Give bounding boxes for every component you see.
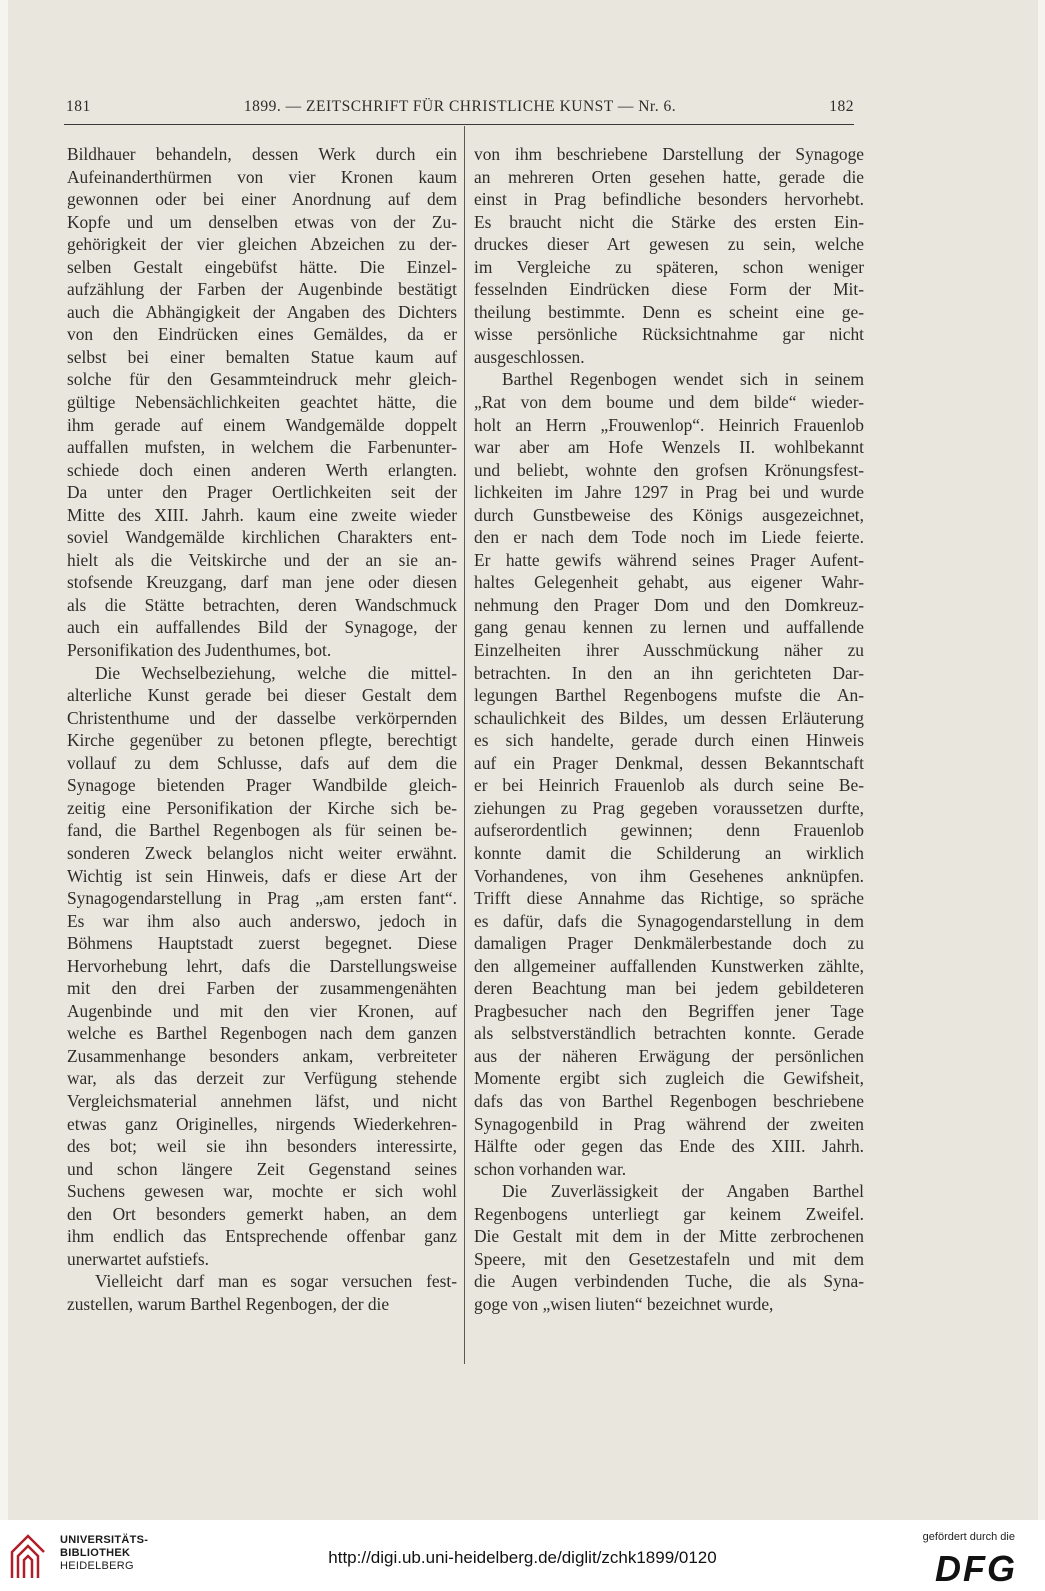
- text-line: er bei Heinrich Frauenlob als durch seine Be-: [474, 775, 864, 796]
- text-line: nehmung den Prager Dom und den Domkreuz-: [474, 594, 864, 615]
- text-line: sonderen Zweck belanglos nicht weiter erwähnt.: [67, 842, 457, 863]
- text-line: Die Zuverlässigkeit der Angaben Barthel: [502, 1181, 864, 1202]
- text-line: theilung bestimmte. Denn es scheint eine ge-: [474, 301, 864, 322]
- text-line: druckes dieser Art gewesen zu sein, welche: [474, 234, 864, 255]
- text-line: solche für den Gesammteindruck mehr gleich-: [67, 369, 457, 390]
- text-line: Einzelheiten ihrer Ausschmückung näher zu: [474, 640, 864, 661]
- text-line: dafs das von Barthel Regenbogen beschriebene: [474, 1090, 864, 1111]
- running-header: [66, 98, 854, 122]
- text-line: fesselnden Eindrücken diese Form der Mit-: [474, 279, 864, 300]
- text-line: den Ort besonders gemerkt haben, an dem: [67, 1203, 457, 1224]
- text-line: auf ein Prager Denkmal, dessen Bekanntschaft: [474, 752, 864, 773]
- text-line: war, als das derzeit zur Verfügung stehende: [67, 1068, 457, 1089]
- text-line: hielt als die Veitskirche und der an sie an-: [67, 549, 457, 570]
- text-line: Kirche gegenüber zu betonen pflegte, berechtigt: [67, 730, 457, 751]
- text-line: und beliebt, wohnte den grofsen Krönungsfest-: [474, 459, 864, 480]
- library-name-line1: UNIVERSITÄTS-: [60, 1534, 149, 1546]
- text-line: Augenbinde und mit den vier Kronen, auf: [67, 1000, 457, 1021]
- text-line: auffallen mufsten, in welchem die Farbenunter-: [67, 437, 457, 458]
- text-line: im Vergleiche zu späteren, schon weniger: [474, 256, 864, 277]
- text-line: schaulichkeit des Bildes, um dessen Erläuterung: [474, 707, 864, 728]
- text-line: Er hatte gewifs während seines Prager Aufent-: [474, 549, 864, 570]
- text-line: haltes Gelegenheit gehabt, aus eigener Wahr-: [474, 572, 864, 593]
- text-line: betrachten. In den an ihn gerichteten Dar-: [474, 662, 864, 683]
- text-line: Wichtig ist sein Hinweis, dafs er diese Art der: [67, 865, 457, 886]
- text-line: Regenbogens unterliegt gar keinem Zweifel.: [474, 1203, 864, 1224]
- text-line: ausgeschlossen.: [474, 346, 585, 367]
- text-line: mit den drei Farben der zusammengenähten: [67, 978, 457, 999]
- text-line: welche es Barthel Regenbogen nach dem ganzen: [67, 1023, 457, 1044]
- dfg-logo: DFG: [935, 1548, 1017, 1589]
- text-line: des bot; weil sie ihn besonders interessirte,: [67, 1136, 457, 1157]
- left-column: [67, 143, 457, 1315]
- text-line: goge von „wisen liuten“ bezeichnet wurde,: [474, 1293, 774, 1314]
- text-line: Es war ihm also auch anderswo, jedoch in: [67, 910, 457, 931]
- page-number-right: 182: [829, 98, 854, 115]
- text-line: Aufeinanderthürmen von vier Kronen kaum: [67, 166, 457, 187]
- text-line: Barthel Regenbogen wendet sich in seinem: [502, 369, 864, 390]
- text-line: selben Gestalt eingebüfst hätte. Die Einzel-: [67, 256, 457, 277]
- text-line: konnte damit die Schilderung an wirklich: [474, 842, 864, 863]
- text-line: unerwartet aufstiefs.: [67, 1248, 209, 1269]
- library-name-line3: HEIDELBERG: [60, 1560, 134, 1572]
- text-line: auch ein auffallendes Bild der Synagoge, der: [67, 617, 457, 638]
- text-line: lichkeiten im Jahre 1297 in Prag bei und wurde: [474, 482, 864, 503]
- text-line: Trifft diese Annahme das Richtige, so spräche: [474, 888, 864, 909]
- page-number-left: 181: [66, 98, 91, 115]
- text-line: schon vorhanden war.: [474, 1158, 627, 1179]
- text-line: Suchens gewesen war, mochte er sich wohl: [67, 1181, 457, 1202]
- text-line: gang genau kennen zu lernen und auffallende: [474, 617, 864, 638]
- text-line: schiede doch einen anderen Werth erlangten.: [67, 459, 457, 480]
- text-line: und schon längere Zeit Gegenstand seines: [67, 1158, 457, 1179]
- text-line: Vergleichsmaterial annehmen läfst, und nicht: [67, 1090, 457, 1111]
- text-line: Christenthume und der dasselbe verkörpernden: [67, 707, 457, 728]
- text-line: durch Gunstbeweise des Königs ausgezeichnet,: [474, 504, 864, 525]
- text-line: von den Eindrücken eines Gemäldes, da er: [67, 324, 457, 345]
- text-line: Hervorhebung lehrt, dafs die Darstellungsweise: [67, 955, 457, 976]
- text-line: Mitte des XIII. Jahrh. kaum eine zweite wieder: [67, 504, 457, 525]
- source-url-link[interactable]: http://digi.ub.uni-heidelberg.de/diglit/zchk1899/0120: [328, 1548, 717, 1567]
- text-line: soviel Wandgemälde kirchlichen Charakters ent-: [67, 527, 457, 548]
- text-line: als selbstverständlich betrachten konnte. Gerade: [474, 1023, 864, 1044]
- text-line: Vorhandenes, von ihm Gesehenes anknüpfen.: [474, 865, 864, 886]
- text-line: von ihm beschriebene Darstellung der Synagoge: [474, 144, 864, 164]
- text-line: Pragbesucher nach den Begriffen jener Tage: [474, 1000, 864, 1021]
- library-footer: [0, 1520, 1045, 1591]
- text-line: Böhmens Hauptstadt zuerst begegnet. Diese: [67, 933, 457, 954]
- library-name-line2: BIBLIOTHEK: [60, 1547, 131, 1559]
- text-line: die Augen verbindenden Tuche, die als Syna-: [474, 1271, 864, 1292]
- text-line: Da unter den Prager Oertlichkeiten seit der: [67, 482, 457, 503]
- text-line: war aber am Hofe Wenzels II. wohlbekannt: [474, 437, 864, 458]
- header-rule: [64, 124, 854, 125]
- text-line: gehörigkeit der vier gleichen Abzeichen zu der-: [67, 234, 457, 255]
- text-line: legungen Barthel Regenbogens mufste die An-: [474, 685, 864, 706]
- text-line: Synagogendarstellung in Prag „am ersten fant“.: [67, 888, 457, 909]
- text-line: etwas ganz Originelles, nirgends Wiederkehren-: [67, 1113, 457, 1134]
- text-line: deren Beachtung man bei jedem gebildeteren: [474, 978, 864, 999]
- text-line: selbst bei einer bemalten Statue kaum auf: [67, 346, 457, 367]
- text-line: vollauf zu dem Schlusse, dafs auf dem die: [67, 752, 457, 773]
- text-line: Kopfe und um denselben etwas von der Zu-: [67, 211, 457, 232]
- text-line: gültige Nebensächlichkeiten geachtet hätte, die: [67, 392, 457, 413]
- text-line: Zusammenhange besonders ankam, verbreiteter: [67, 1045, 457, 1066]
- text-line: auch die Abhängigkeit der Angaben des Dichters: [67, 301, 457, 322]
- text-line: es dafür, dafs die Synagogendarstellung in dem: [474, 910, 864, 931]
- text-line: aufzählung der Farben der Augenbinde bestätigt: [67, 279, 457, 300]
- text-line: gewonnen oder bei einer Anordnung auf dem: [67, 189, 457, 210]
- text-line: zeitig eine Personifikation der Kirche sich be-: [67, 797, 457, 818]
- text-line: fand, die Barthel Regenbogen als für seinen be-: [67, 820, 457, 841]
- text-line: Personifikation des Judenthumes, bot.: [67, 640, 332, 661]
- text-line: alterliche Kunst gerade bei dieser Gestalt dem: [67, 685, 457, 706]
- text-line: an mehreren Orten gesehen hatte, gerade die: [474, 166, 864, 187]
- text-line: damaligen Prager Denkmälerbestande doch zu: [474, 933, 864, 954]
- text-line: Speere, mit den Gesetzestafeln und mit dem: [474, 1248, 864, 1269]
- text-line: einst in Prag befindliche besonders hervorhebt.: [474, 189, 864, 210]
- text-line: aus der näheren Erwägung der persönlichen: [474, 1045, 864, 1066]
- text-line: Die Gestalt mit dem in der Mitte zerbrochenen: [474, 1226, 864, 1247]
- text-line: Es braucht nicht die Stärke des ersten Ein-: [474, 211, 864, 232]
- text-line: ziehungen zu Prag gegeben voraussetzen durfte,: [474, 797, 864, 818]
- text-line: Synagogenbild in Prag während der zweiten: [474, 1113, 864, 1134]
- journal-title: 1899. — ZEITSCHRIFT FÜR CHRISTLICHE KUNST — Nr. 6.: [243, 98, 677, 115]
- text-line: Momente ergibt sich zugleich die Gewifsheit,: [474, 1068, 864, 1089]
- text-line: „Rat von dem boume und dem bilde“ wieder-: [474, 392, 864, 413]
- text-line: wisse persönliche Rücksichtnahme gar nicht: [474, 324, 864, 345]
- text-line: Synagoge bietenden Prager Wandbilde gleich-: [67, 775, 457, 796]
- right-column: [474, 143, 864, 1315]
- column-divider: [464, 126, 465, 1364]
- text-line: Bildhauer behandeln, dessen Werk durch ein: [67, 144, 457, 164]
- text-line: holt an Herrn „Frouwenlop“. Heinrich Frauenlob: [474, 414, 864, 435]
- text-line: als die Stätte betrachten, deren Wandschmuck: [67, 594, 457, 615]
- text-line: zustellen, warum Barthel Regenbogen, der die: [67, 1293, 390, 1314]
- text-line: den er nach dem Tode noch im Liede feierte.: [474, 527, 864, 548]
- text-line: es sich handelte, gerade durch einen Hinweis: [474, 730, 864, 751]
- text-line: Hälfte oder gegen das Ende des XIII. Jahrh.: [474, 1136, 864, 1157]
- text-line: den allgemeiner auffallenden Kunstwerken zählte,: [474, 955, 864, 976]
- text-line: ihm gerade auf einem Wandgemälde doppelt: [67, 414, 457, 435]
- text-line: aufserordentlich gewinnen; denn Frauenlob: [474, 820, 864, 841]
- text-line: ihm endlich das Entsprechende offenbar ganz: [67, 1226, 457, 1247]
- text-line: stofsende Kreuzgang, darf man jene oder diesen: [67, 572, 457, 593]
- funding-label: gefördert durch die: [922, 1531, 1015, 1543]
- text-line: Die Wechselbeziehung, welche die mittel-: [95, 662, 457, 683]
- text-line: Vielleicht darf man es sogar versuchen fest-: [95, 1271, 457, 1292]
